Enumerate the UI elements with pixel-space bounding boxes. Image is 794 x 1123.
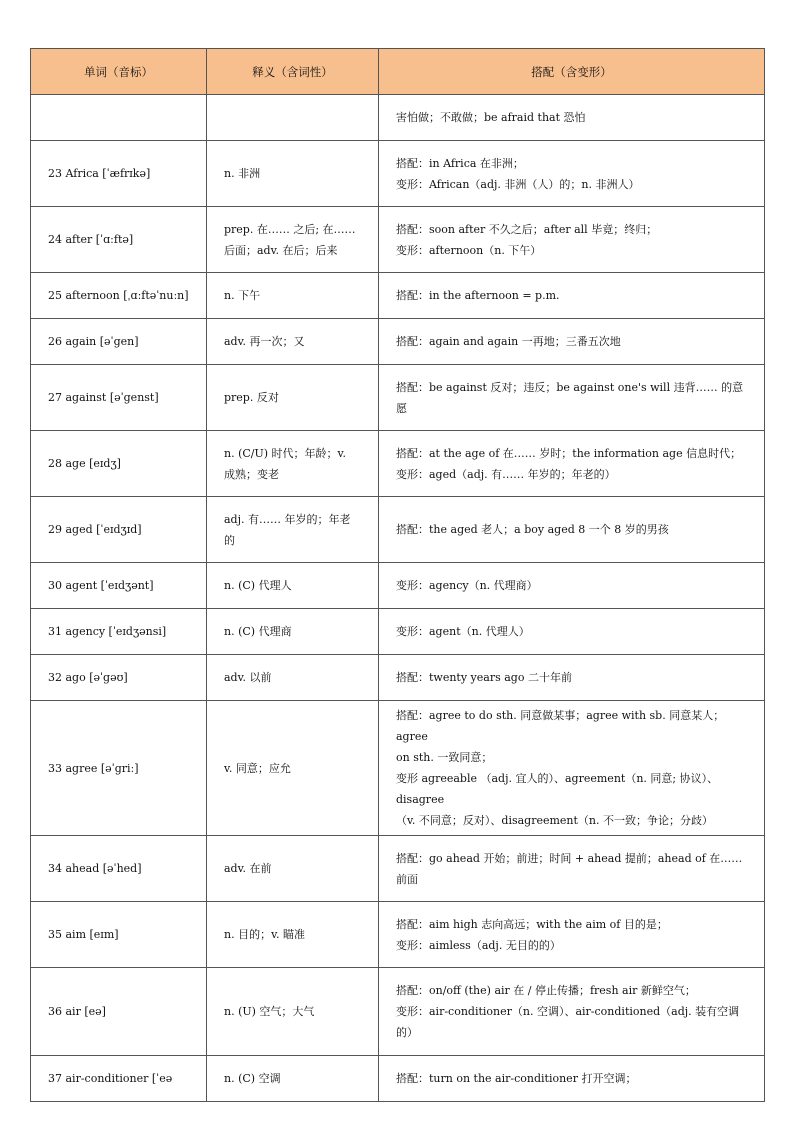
- word-cell: 25 afternoon [ˌɑːftəˈnuːn]: [31, 273, 207, 319]
- table-row: [31, 1056, 765, 1102]
- word-cell: 27 against [əˈgenst]: [31, 365, 207, 431]
- meaning-line: adv. 在前: [224, 862, 272, 875]
- collocation-line: 变形：African（adj. 非洲（人）的；n. 非洲人）: [396, 177, 640, 191]
- table-row: [31, 902, 765, 968]
- meaning-line: 后面；adv. 在后；后来: [224, 243, 338, 257]
- collocation-line: 搭配：go ahead 开始；前进；时间 + ahead 提前；ahead of 在……: [396, 851, 743, 865]
- collocation-cell: [379, 365, 765, 431]
- collocation-line: （v. 不同意；反对）、disagreement（n. 不一致；争论；分歧）: [396, 814, 714, 827]
- collocation-cell: [379, 609, 765, 655]
- word-cell: 24 after [ˈɑːftə]: [31, 207, 207, 273]
- collocation-line: 前面: [396, 872, 418, 886]
- collocation-line: 搭配：again and again 一再地；三番五次地: [396, 335, 621, 348]
- vocabulary-table: [30, 48, 765, 1102]
- meaning-cell: [207, 1056, 379, 1102]
- table-row: [31, 95, 765, 141]
- collocation-line: 变形：aged（adj. 有…… 年岁的；年老的）: [396, 467, 616, 481]
- meaning-cell: [207, 655, 379, 701]
- collocation-cell: [379, 701, 765, 836]
- collocation-line: 搭配：be against 反对；违反；be against one's will 违背…… 的意: [396, 380, 744, 394]
- word-cell: 31 agency [ˈeɪdʒənsi]: [31, 609, 207, 655]
- collocation-line: 变形 agreeable （adj. 宜人的）、agreement（n. 同意; 协议）、disagree: [396, 772, 719, 806]
- meaning-line: adv. 以前: [224, 671, 272, 684]
- collocation-line: 搭配：aim high 志向高远；with the aim of 目的是；: [396, 917, 668, 931]
- collocation-line: 变形：agent（n. 代理人）: [396, 625, 530, 638]
- table-row: [31, 609, 765, 655]
- meaning-cell: [207, 207, 379, 273]
- collocation-cell: [379, 273, 765, 319]
- table-row: [31, 497, 765, 563]
- collocation-line: 的）: [396, 1026, 418, 1039]
- word-cell: 32 ago [əˈgəʊ]: [31, 655, 207, 701]
- collocation-cell: [379, 95, 765, 141]
- meaning-cell: [207, 141, 379, 207]
- header-collocation: 搭配（含变形）: [379, 49, 765, 95]
- word-cell: 23 Africa [ˈæfrɪkə]: [31, 141, 207, 207]
- word-cell: 37 air-conditioner [ˈeə: [31, 1056, 207, 1102]
- collocation-cell: [379, 1056, 765, 1102]
- word-cell: 34 ahead [əˈhed]: [31, 836, 207, 902]
- collocation-line: 搭配：soon after 不久之后；after all 毕竟；终归；: [396, 222, 658, 236]
- table-row: [31, 365, 765, 431]
- collocation-cell: [379, 655, 765, 701]
- meaning-cell: [207, 431, 379, 497]
- collocation-line: 搭配：twenty years ago 二十年前: [396, 671, 572, 684]
- table-row: [31, 701, 765, 836]
- meaning-cell: [207, 968, 379, 1056]
- meaning-line: n. (C) 空调: [224, 1072, 281, 1085]
- table-row: [31, 141, 765, 207]
- collocation-cell: [379, 836, 765, 902]
- collocation-cell: [379, 563, 765, 609]
- meaning-line: adj. 有…… 年岁的；年老: [224, 512, 351, 526]
- meaning-cell: [207, 497, 379, 563]
- collocation-line: 搭配：at the age of 在…… 岁时；the information age 信息时代；: [396, 446, 742, 460]
- header-word: 单词（音标）: [31, 49, 207, 95]
- table-row: [31, 319, 765, 365]
- meaning-line: adv. 再一次；又: [224, 335, 305, 348]
- meaning-cell: [207, 95, 379, 141]
- word-cell: 30 agent [ˈeɪdʒənt]: [31, 563, 207, 609]
- meaning-cell: [207, 365, 379, 431]
- table-row: [31, 836, 765, 902]
- meaning-line: n. (U) 空气；大气: [224, 1005, 315, 1018]
- meaning-cell: [207, 273, 379, 319]
- collocation-line: 愿: [396, 401, 407, 415]
- meaning-line: prep. 在…… 之后; 在……: [224, 222, 356, 236]
- meaning-cell: [207, 563, 379, 609]
- collocation-line: 变形：aimless（adj. 无目的的）: [396, 938, 561, 952]
- collocation-line: 变形：afternoon（n. 下午）: [396, 243, 542, 257]
- meaning-cell: [207, 836, 379, 902]
- meaning-line: n. 非洲: [224, 167, 261, 180]
- word-cell: [31, 95, 207, 141]
- meaning-line: n. (C) 代理商: [224, 625, 292, 638]
- collocation-line: 害怕做；不敢做；be afraid that 恐怕: [396, 111, 586, 124]
- collocation-line: 搭配：in the afternoon = p.m.: [396, 289, 560, 302]
- collocation-cell: [379, 319, 765, 365]
- collocation-cell: [379, 968, 765, 1056]
- meaning-cell: [207, 609, 379, 655]
- collocation-cell: [379, 497, 765, 563]
- collocation-cell: [379, 902, 765, 968]
- table-row: [31, 655, 765, 701]
- collocation-line: 变形：air-conditioner（n. 空调）、air-conditioned（adj. 装有空调: [396, 1005, 740, 1018]
- word-cell: 36 air [eə]: [31, 968, 207, 1056]
- word-cell: 35 aim [eɪm]: [31, 902, 207, 968]
- table-row: [31, 563, 765, 609]
- collocation-line: 搭配：the aged 老人；a boy aged 8 一个 8 岁的男孩: [396, 523, 669, 536]
- meaning-line: n. 目的；v. 瞄准: [224, 928, 305, 941]
- meaning-cell: [207, 902, 379, 968]
- word-cell: 28 age [eɪdʒ]: [31, 431, 207, 497]
- table-row: [31, 273, 765, 319]
- collocation-cell: [379, 207, 765, 273]
- collocation-line: on sth. 一致同意；: [396, 751, 493, 764]
- header-meaning: 释义（含词性）: [207, 49, 379, 95]
- meaning-line: n. (C/U) 时代；年龄；v.: [224, 446, 346, 460]
- collocation-line: 变形：agency（n. 代理商）: [396, 579, 538, 592]
- meaning-cell: [207, 319, 379, 365]
- collocation-line: 搭配：turn on the air-conditioner 打开空调；: [396, 1072, 637, 1085]
- header-row: [31, 49, 765, 95]
- meaning-line: 的: [224, 533, 235, 547]
- collocation-cell: [379, 431, 765, 497]
- table-body: [31, 95, 765, 1102]
- table-header: [31, 49, 765, 95]
- meaning-line: n. (C) 代理人: [224, 579, 292, 592]
- collocation-cell: [379, 141, 765, 207]
- word-cell: 29 aged [ˈeɪdʒɪd]: [31, 497, 207, 563]
- meaning-line: 成熟；变老: [224, 467, 279, 481]
- table-row: [31, 207, 765, 273]
- table-row: [31, 968, 765, 1056]
- meaning-line: prep. 反对: [224, 391, 279, 404]
- meaning-line: v. 同意；应允: [224, 761, 291, 775]
- word-cell: 33 agree [əˈgriː]: [31, 701, 207, 836]
- collocation-line: 搭配：on/off (the) air 在 / 停止传播；fresh air 新鲜空气；: [396, 984, 696, 997]
- collocation-line: 搭配：in Africa 在非洲；: [396, 156, 524, 170]
- meaning-line: n. 下午: [224, 289, 261, 302]
- collocation-line: 搭配：agree to do sth. 同意做某事；agree with sb. 同意某人；agree: [396, 709, 725, 743]
- word-cell: 26 again [əˈgen]: [31, 319, 207, 365]
- table-row: [31, 431, 765, 497]
- meaning-cell: [207, 701, 379, 836]
